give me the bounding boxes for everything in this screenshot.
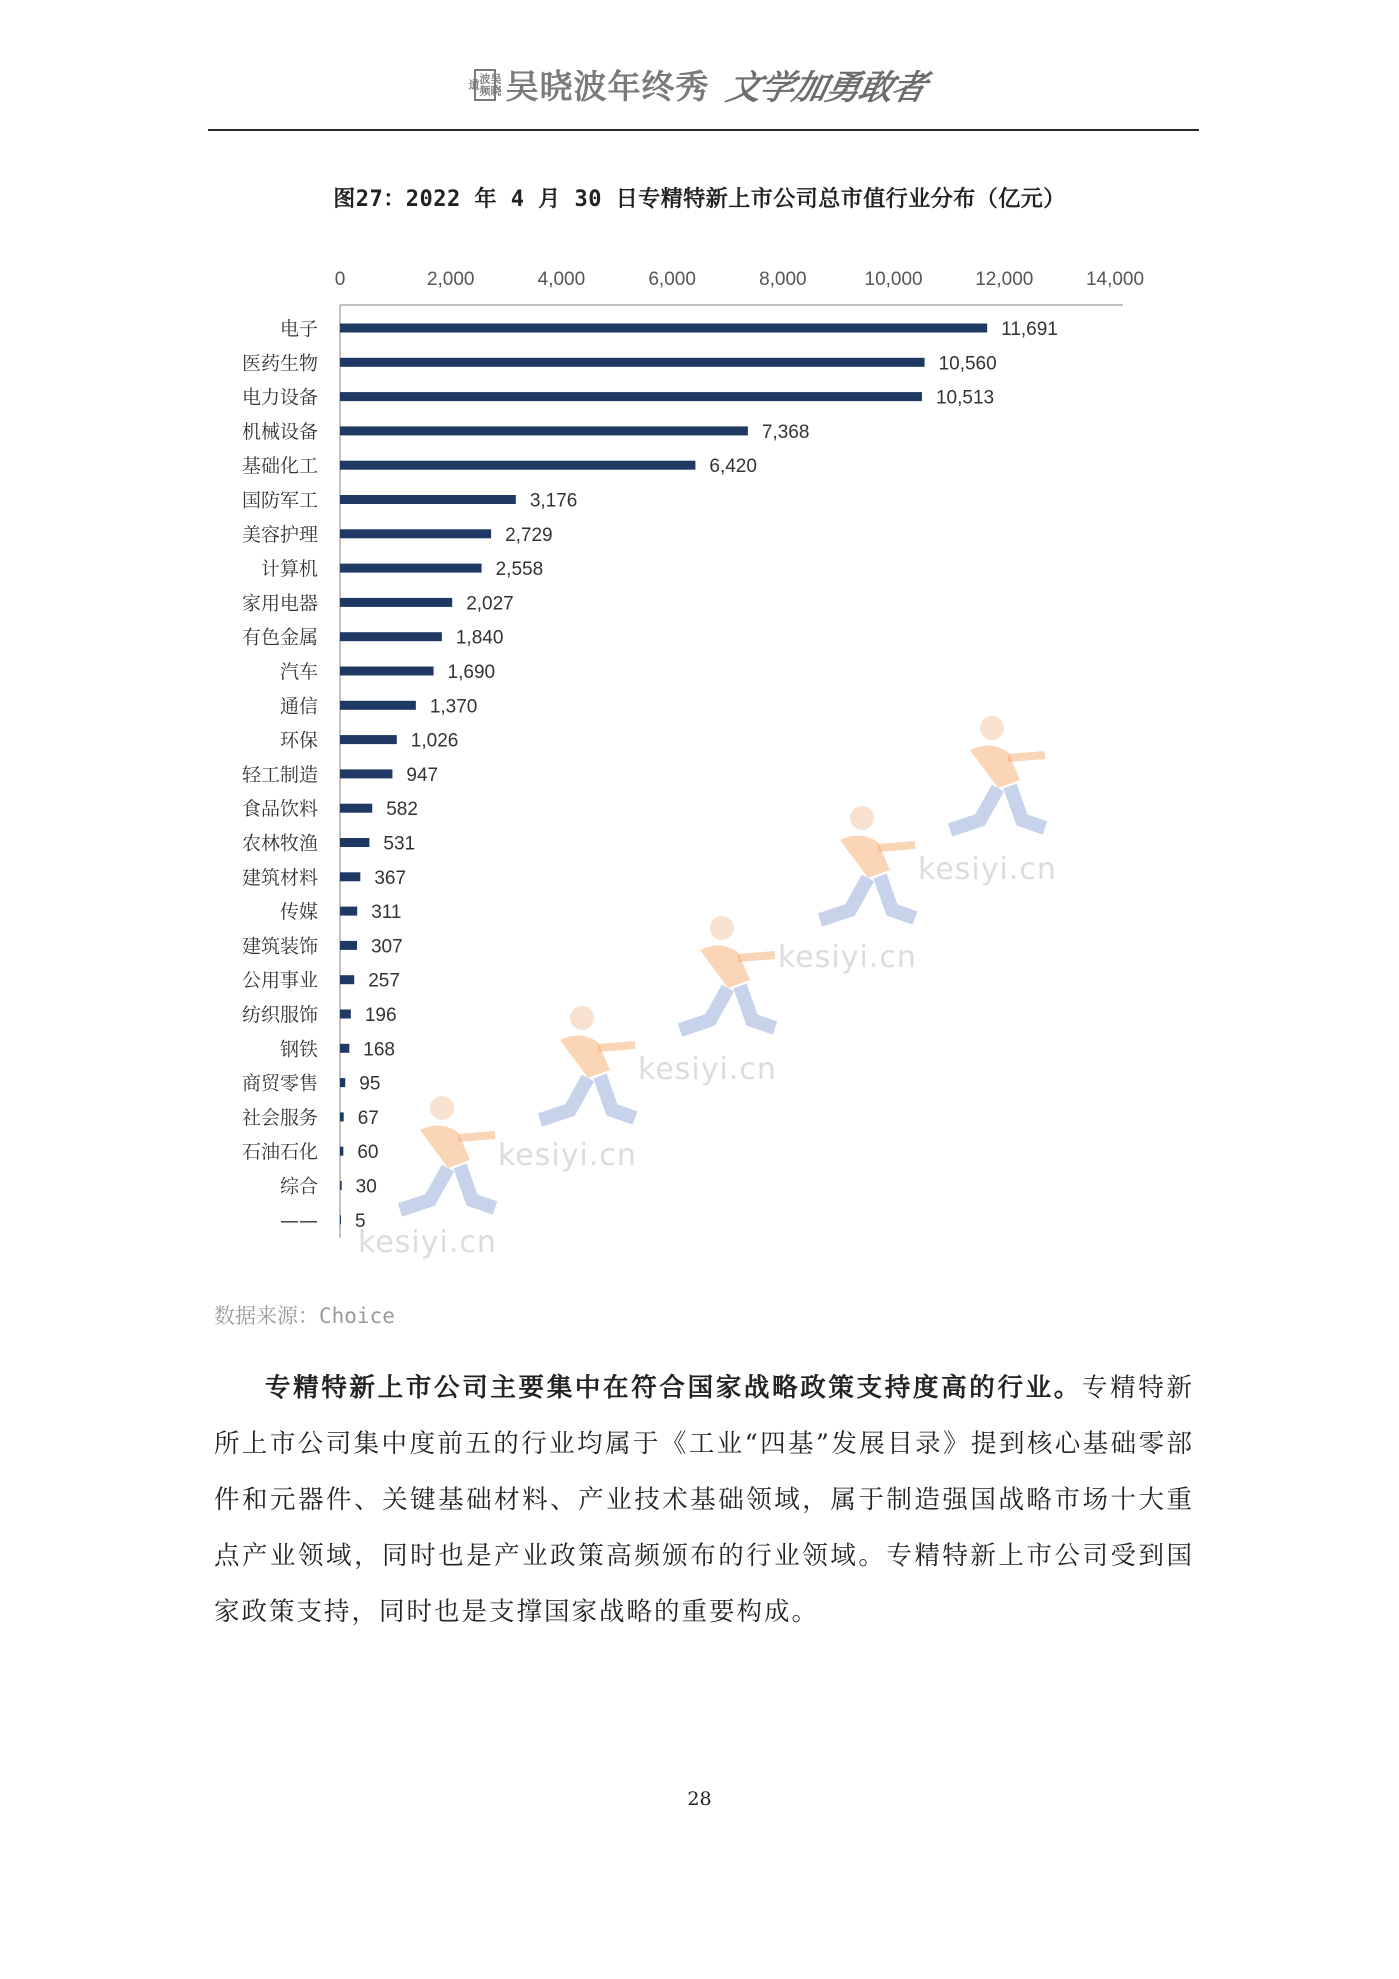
- category-label: 有色金属: [241, 626, 318, 649]
- bar: [340, 804, 372, 813]
- value-label: 60: [357, 1142, 379, 1164]
- category-label: 石油石化: [241, 1141, 318, 1164]
- watermark-text: kesiyi.cn: [358, 1225, 497, 1260]
- category-label: 计算机: [260, 558, 318, 581]
- bar: [340, 461, 695, 470]
- category-label: 钢铁: [279, 1038, 318, 1061]
- bar: [340, 392, 922, 401]
- value-label: 1,026: [410, 730, 459, 752]
- category-label: 家用电器: [241, 592, 318, 615]
- value-label: 10,560: [938, 353, 997, 375]
- body-paragraph: [214, 1360, 1194, 1640]
- x-tick-label: 0: [334, 269, 346, 290]
- category-label: 美容护理: [241, 523, 318, 546]
- bar: [340, 1010, 351, 1019]
- category-label: 建筑装饰: [241, 935, 318, 958]
- category-label: 医药生物: [241, 352, 318, 375]
- bar: [340, 1078, 345, 1087]
- category-label: 公用事业: [241, 969, 318, 992]
- channel-logo-icon: 吴晓波频道: [474, 69, 496, 101]
- bar: [340, 495, 516, 504]
- category-label: 电力设备: [241, 386, 318, 409]
- value-label: 1,690: [447, 662, 496, 683]
- bar: [340, 1147, 343, 1156]
- category-label: 商贸零售: [241, 1072, 318, 1095]
- bar: [340, 1181, 342, 1190]
- category-label: 综合: [279, 1175, 318, 1198]
- value-label: 7,368: [761, 421, 810, 443]
- category-label: 环保: [279, 729, 318, 752]
- watermark-text: kesiyi.cn: [498, 1138, 637, 1173]
- value-label: 1,840: [455, 627, 504, 649]
- bar: [340, 1112, 344, 1121]
- value-label: 3,176: [529, 490, 578, 512]
- category-label: 社会服务: [241, 1106, 318, 1129]
- value-label: 196: [364, 1005, 397, 1026]
- x-tick-label: 4,000: [537, 269, 586, 290]
- watermark-text: kesiyi.cn: [778, 940, 917, 975]
- category-label: ——: [280, 1209, 318, 1232]
- category-label: 建筑材料: [241, 866, 318, 889]
- value-label: 11,691: [1001, 319, 1058, 340]
- x-tick-label: 10,000: [864, 269, 923, 290]
- bar: [340, 735, 397, 744]
- value-label: 947: [406, 764, 439, 786]
- category-label: 机械设备: [241, 420, 318, 443]
- bar: [340, 426, 748, 435]
- value-label: 1,370: [429, 696, 478, 718]
- bar: [340, 907, 357, 916]
- category-label: 农林牧渔: [241, 832, 318, 855]
- value-label: 582: [386, 799, 418, 821]
- data-source: 数据来源：Choice: [214, 1304, 395, 1328]
- bar: [340, 529, 491, 538]
- value-label: 30: [355, 1176, 377, 1198]
- category-label: 国防军工: [241, 489, 318, 512]
- value-label: 367: [374, 867, 407, 889]
- category-label: 通信: [279, 695, 318, 718]
- value-label: 168: [363, 1039, 396, 1061]
- value-label: 311: [371, 902, 402, 924]
- value-label: 2,729: [505, 524, 553, 546]
- category-label: 汽车: [279, 661, 318, 683]
- bar: [340, 1044, 349, 1053]
- category-label: 轻工制造: [241, 763, 318, 786]
- header-title: 吴晓波年终秀: [505, 67, 710, 106]
- value-label: 67: [357, 1107, 379, 1129]
- category-label: 基础化工: [241, 455, 318, 478]
- x-tick-label: 12,000: [975, 269, 1034, 290]
- x-tick-label: 6,000: [648, 269, 696, 290]
- header-content: [467, 60, 930, 109]
- bar: [340, 701, 416, 710]
- bar: [340, 632, 442, 641]
- bar: [340, 838, 369, 847]
- bar: [340, 941, 357, 950]
- figure-title: 图27：2022 年 4 月 30 日专精特新上市公司总市值行业分布（亿元）: [333, 187, 1066, 212]
- industry-market-cap-bar-chart: [210, 255, 1160, 1245]
- body-lead-sentence: 专精特新上市公司主要集中在符合国家战略政策支持度高的行业。: [265, 1373, 1082, 1403]
- header-divider: [208, 129, 1199, 131]
- bar: [340, 975, 354, 984]
- category-label: 电子: [279, 318, 318, 340]
- value-label: 307: [370, 936, 403, 958]
- value-label: 2,558: [495, 559, 544, 581]
- value-label: 5: [355, 1210, 366, 1232]
- x-tick-label: 8,000: [759, 269, 807, 290]
- value-label: 95: [359, 1073, 381, 1095]
- bar: [340, 872, 360, 881]
- bar: [340, 358, 925, 367]
- value-label: 6,420: [709, 456, 757, 478]
- watermark-text: kesiyi.cn: [638, 1052, 777, 1087]
- category-label: 食品饮料: [241, 798, 318, 821]
- x-tick-label: 2,000: [426, 269, 475, 290]
- category-label: 传媒: [279, 901, 318, 924]
- page-number: 28: [687, 1788, 712, 1810]
- bar: [340, 1215, 341, 1224]
- watermark-text: kesiyi.cn: [918, 852, 1057, 887]
- value-label: 2,027: [466, 593, 514, 615]
- value-label: 257: [368, 970, 400, 992]
- x-tick-label: 14,000: [1085, 269, 1145, 290]
- bar: [340, 769, 392, 778]
- bar: [340, 324, 987, 333]
- bar: [340, 667, 434, 676]
- body-text: 专精特新所上市公司集中度前五的行业均属于《工业“四基”发展目录》提到核心基础零部件和元器件、关键基础材料、产业技术基础领域，属于制造强国战略市场十大重点产业领域，同时也是产业政策高频颁布的行业领域。专精特新上市公司受到国家政策支持，同时也是支撑国家战略的重要构成。: [214, 1373, 1194, 1627]
- bar: [340, 598, 452, 607]
- header-brand-logo: 文学加勇敢者: [722, 68, 930, 108]
- bar: [340, 564, 482, 573]
- category-label: 纺织服饰: [241, 1004, 318, 1026]
- value-label: 531: [383, 833, 416, 855]
- page-header: [0, 60, 1399, 120]
- value-label: 10,513: [935, 387, 995, 409]
